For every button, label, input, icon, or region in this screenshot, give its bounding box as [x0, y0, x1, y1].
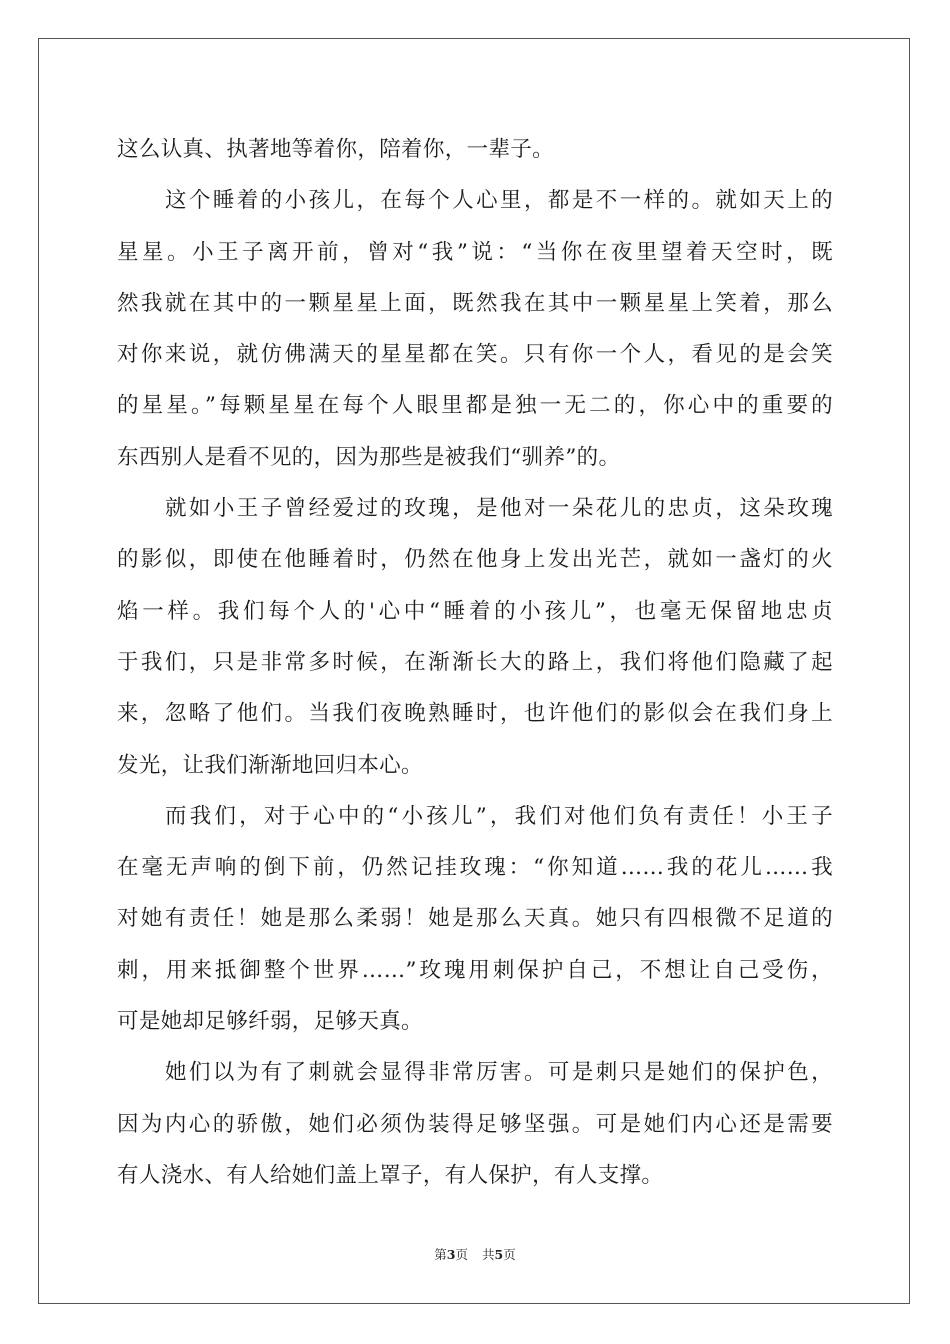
- paragraph-line: 然我就在其中的一颗星星上面，既然我在其中一颗星星上笑着，那么: [117, 290, 833, 316]
- paragraph: [117, 175, 833, 483]
- footer-total-suffix: 页: [503, 1247, 516, 1262]
- page-footer: [0, 1247, 950, 1263]
- paragraph-line: 因为内心的骄傲，她们必须伪装得足够坚强。可是她们内心还是需要: [117, 1111, 833, 1137]
- footer-page-prefix: 第: [434, 1247, 447, 1262]
- paragraph-line: 可是她却足够纤弱，足够天真。: [117, 1009, 423, 1035]
- paragraph-line: 星星。小王子离开前，曾对“我”说：“当你在夜里望着天空时，既: [117, 239, 833, 265]
- paragraph-line: 有人浇水、有人给她们盖上罩子，有人保护，有人支撑。: [117, 1162, 664, 1188]
- footer-total-pages: 5: [494, 1247, 504, 1262]
- paragraph-line: 的影似，即使在他睡着时，仍然在他身上发出光芒，就如一盏灯的火: [117, 547, 833, 573]
- paragraph: [117, 791, 833, 1047]
- paragraph-line: 发光，让我们渐渐地回归本心。: [117, 752, 423, 778]
- paragraph-line: 对你来说，就仿佛满天的星星都在笑。只有你一个人，看见的是会笑: [117, 342, 833, 368]
- paragraph-line: 于我们，只是非常多时候，在渐渐长大的路上，我们将他们隐藏了起: [117, 649, 833, 675]
- footer-page-number: 3: [446, 1247, 456, 1262]
- paragraph-line: 焰一样。我们每个人的'心中“睡着的小孩儿”，也毫无保留地忠贞: [117, 598, 833, 624]
- paragraph-line: 在毫无声响的倒下前，仍然记挂玫瑰：“你知道……我的花儿……我: [117, 855, 833, 881]
- paragraph: [117, 1047, 833, 1201]
- footer-total-prefix: 共: [482, 1247, 495, 1262]
- paragraph-line: 这么认真、执著地等着你，陪着你，一辈子。: [117, 137, 555, 162]
- paragraph-line: 的星星。”每颗星星在每个人眼里都是独一无二的，你心中的重要的: [117, 393, 833, 419]
- footer-page-suffix: 页: [455, 1247, 468, 1262]
- paragraph-line: 这个睡着的小孩儿，在每个人心里，都是不一样的。就如天上的: [165, 188, 833, 214]
- paragraph-line: 而我们，对于心中的“小孩儿”，我们对他们负有责任！小王子: [165, 803, 833, 829]
- paragraph-line: 刺，用来抵御整个世界……”玫瑰用刺保护自己，不想让自己受伤，: [117, 957, 833, 983]
- paragraph-line: 对她有责任！她是那么柔弱！她是那么天真。她只有四根微不足道的: [117, 906, 833, 932]
- paragraph-line: 东西别人是看不见的，因为那些是被我们“驯养”的。: [117, 444, 621, 470]
- paragraph-line: 来，忽略了他们。当我们夜晚熟睡时，也许他们的影似会在我们身上: [117, 701, 833, 727]
- paragraph-line: 就如小王子曾经爱过的玫瑰，是他对一朵花儿的忠贞，这朵玫瑰: [165, 496, 833, 522]
- paragraph-line: 她们以为有了刺就会显得非常厉害。可是刺只是她们的保护色，: [165, 1060, 833, 1086]
- document-body: [117, 124, 833, 1201]
- paragraph: [117, 124, 833, 175]
- paragraph: [117, 483, 833, 791]
